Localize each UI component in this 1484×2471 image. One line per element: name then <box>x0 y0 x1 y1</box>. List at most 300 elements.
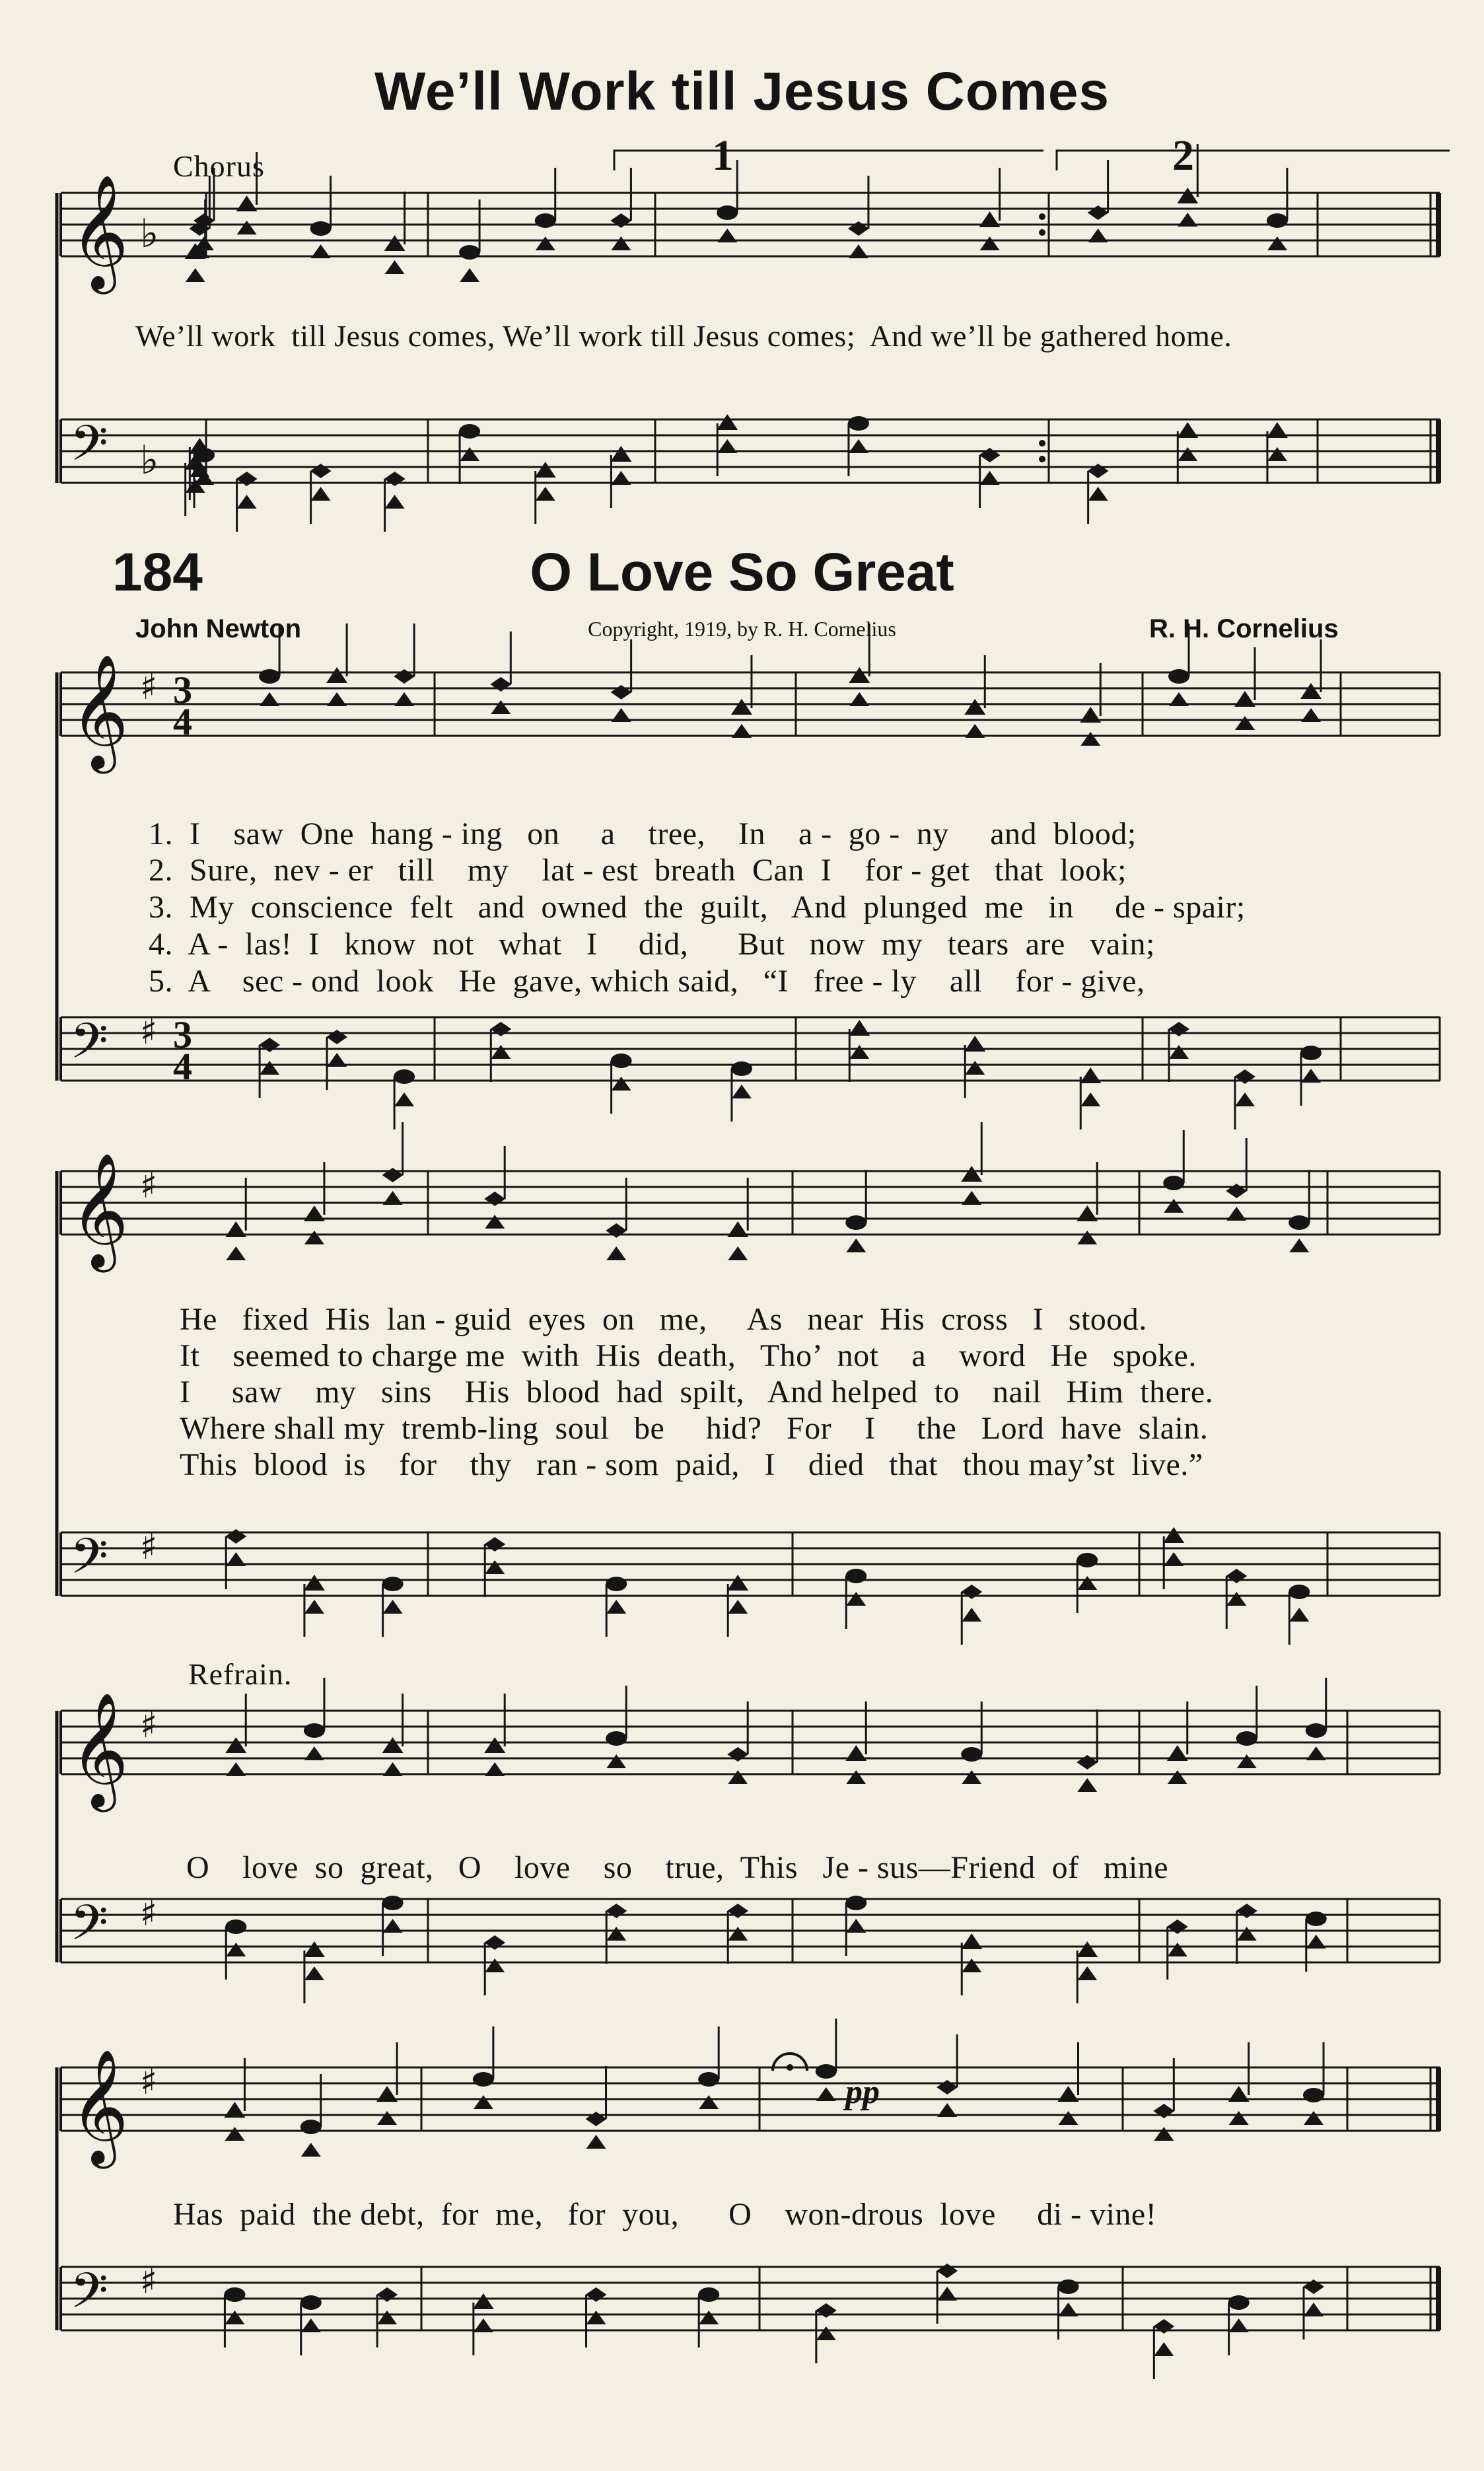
note-head <box>259 669 280 684</box>
note-head <box>225 1221 246 1237</box>
note-head <box>1077 1941 1098 1957</box>
note-head <box>937 2287 957 2301</box>
verse-2-line-2: It seemed to charge me with His death, Tho’ not a word He spoke. <box>180 1338 1197 1373</box>
note-head <box>980 236 1000 250</box>
note-head <box>490 677 511 692</box>
treble-clef-icon: 𝄞 <box>70 1692 129 1807</box>
note-head <box>1234 691 1255 707</box>
note-head <box>848 221 869 236</box>
sharp-icon: ♯ <box>140 2061 158 2102</box>
note-head <box>460 268 479 282</box>
sharp-icon: ♯ <box>140 1011 158 1052</box>
note-head <box>194 448 215 462</box>
note-head <box>382 1577 404 1591</box>
note-head <box>237 495 257 509</box>
note-head <box>260 692 279 706</box>
note-head <box>310 464 332 478</box>
note-head <box>459 245 480 260</box>
note-head <box>384 235 406 251</box>
note-head <box>846 1238 866 1252</box>
note-head <box>846 1592 866 1606</box>
note-head <box>382 1737 404 1753</box>
note-head <box>848 416 869 431</box>
note-head <box>327 1053 347 1067</box>
note-head <box>1303 2279 1324 2294</box>
author: John Newton <box>135 614 302 643</box>
note-head <box>979 448 1001 462</box>
note-head <box>1058 2086 1079 2102</box>
note-head <box>964 699 985 715</box>
bass-clef-icon: 𝄢 <box>70 2262 108 2332</box>
second-ending-number: 2 <box>1172 131 1194 180</box>
note-head <box>385 260 405 274</box>
note-head <box>846 1770 866 1784</box>
note-head <box>1267 422 1288 438</box>
note-head <box>717 439 737 453</box>
bass-clef-icon: 𝄢 <box>70 415 108 484</box>
note-head <box>1077 1755 1098 1770</box>
note-head <box>224 2102 245 2118</box>
note-head <box>225 1737 246 1753</box>
note-head <box>1178 447 1197 461</box>
note-head <box>394 1092 414 1106</box>
note-head <box>1154 2127 1174 2141</box>
note-head <box>1303 2088 1324 2102</box>
note-head <box>484 1737 505 1753</box>
refrain-line-1: O love so great, O love so true, This Je - sus—Friend of mine <box>186 1850 1169 1885</box>
note-head <box>816 2087 836 2101</box>
note-head <box>849 439 868 453</box>
verse-1-line-2: He fixed His lan - guid eyes on me, As near His cross I stood. <box>180 1302 1147 1337</box>
treble-clef-icon: 𝄞 <box>70 654 129 769</box>
note-head <box>1153 2319 1174 2334</box>
note-head <box>1077 1778 1097 1792</box>
note-head <box>535 213 556 228</box>
note-head <box>394 669 415 684</box>
note-head <box>1059 2303 1078 2316</box>
note-head <box>606 1246 626 1260</box>
note-head <box>731 1061 752 1076</box>
note-head <box>384 472 406 486</box>
note-head <box>304 1941 325 1957</box>
note-head <box>717 229 737 242</box>
note-head <box>226 1943 246 1956</box>
note-head <box>225 2310 244 2324</box>
sharp-icon: ♯ <box>140 666 158 707</box>
note-head <box>1301 708 1321 722</box>
bass-clef-icon: 𝄢 <box>70 1528 108 1597</box>
note-head <box>1226 1184 1247 1198</box>
fermata-dot <box>787 2064 793 2071</box>
note-head <box>1289 1215 1310 1230</box>
note-head <box>1235 716 1255 730</box>
note-head <box>536 236 555 250</box>
note-head <box>1163 1176 1184 1190</box>
note-head <box>1154 2342 1174 2356</box>
note-head <box>1077 1205 1098 1221</box>
final-barline-thick <box>1436 2267 1441 2330</box>
note-head <box>979 211 1001 227</box>
sharp-icon: ♯ <box>140 2260 158 2302</box>
note-head <box>611 1054 632 1068</box>
note-head <box>1168 1022 1189 1036</box>
note-head <box>965 724 985 738</box>
note-head <box>385 495 405 509</box>
time-signature-top: 3 <box>173 668 192 711</box>
note-head <box>301 2143 321 2157</box>
note-head <box>459 424 480 439</box>
sharp-icon: ♯ <box>140 1892 158 1934</box>
previous-hymn-title: We’ll Work till Jesus Comes <box>374 61 1110 122</box>
note-head <box>304 1966 324 1980</box>
note-head <box>304 1723 325 1738</box>
note-head <box>1304 2303 1324 2316</box>
note-head <box>1300 1046 1322 1060</box>
refrain-label: Refrain. <box>188 1657 293 1691</box>
note-head <box>962 1770 981 1784</box>
bass-clef-icon: 𝄢 <box>70 1894 108 1964</box>
note-head <box>1164 1552 1184 1566</box>
note-head <box>845 1745 866 1761</box>
note-head <box>1088 487 1108 501</box>
note-head <box>1058 2279 1079 2294</box>
note-head <box>1178 213 1197 227</box>
note-head <box>1168 669 1189 684</box>
note-head <box>816 2326 836 2340</box>
note-head <box>936 2080 958 2095</box>
note-head <box>1080 732 1100 746</box>
final-barline-thick <box>1436 419 1441 483</box>
note-head <box>1301 1069 1321 1083</box>
note-head <box>259 1038 280 1052</box>
note-head <box>1080 707 1101 723</box>
note-head <box>606 1904 627 1918</box>
verse-4-line-2: Where shall my tremb-ling soul be hid? For I the Lord have slain. <box>180 1411 1209 1446</box>
note-head <box>1306 1912 1327 1926</box>
note-head <box>611 685 632 699</box>
treble-clef-icon: 𝄞 <box>70 2049 129 2164</box>
note-head <box>1177 422 1198 438</box>
note-head <box>731 699 752 715</box>
note-head <box>301 2318 321 2332</box>
note-head <box>936 2264 958 2278</box>
note-head <box>1234 1069 1255 1084</box>
note-head <box>383 1919 403 1933</box>
refrain-line-2: Has paid the debt, for me, for you, O won-drous love di - vine! <box>173 2197 1157 2232</box>
note-head <box>304 1575 325 1591</box>
first-ending-bracket <box>614 151 1043 170</box>
note-head <box>845 1215 866 1230</box>
note-head <box>1088 464 1109 478</box>
note-head <box>1229 2318 1249 2332</box>
note-head <box>491 1045 511 1059</box>
note-head <box>845 1569 866 1583</box>
copyright-notice: Copyright, 1919, by R. H. Cornelius <box>588 617 896 641</box>
note-head <box>225 1529 246 1544</box>
note-head <box>606 1754 626 1768</box>
note-head <box>610 446 631 462</box>
note-head <box>586 2287 607 2302</box>
note-head <box>1088 229 1108 242</box>
note-head <box>586 2135 606 2149</box>
note-head <box>382 1896 404 1910</box>
note-head <box>1167 1919 1188 1934</box>
note-head <box>728 1600 748 1614</box>
verse-1-line-1: 1. I saw One hang - ing on a tree, In a - go - ny and blood; <box>149 816 1137 851</box>
note-head <box>224 2287 245 2302</box>
note-head <box>383 1762 403 1776</box>
note-head <box>610 213 631 228</box>
note-head <box>326 667 347 683</box>
note-head <box>376 2086 398 2102</box>
verse-3-line-1: 3. My conscience felt and owned the guilt, And plunged me in de - spair; <box>149 890 1246 925</box>
note-head <box>961 1933 982 1949</box>
second-ending-bracket <box>1057 151 1450 170</box>
note-head <box>962 1608 981 1622</box>
note-head <box>490 1022 511 1036</box>
note-head <box>226 1246 246 1260</box>
note-head <box>474 2318 493 2332</box>
note-head <box>1289 1608 1309 1622</box>
treble-clef-icon: 𝄞 <box>70 174 129 289</box>
note-head <box>1226 1569 1247 1583</box>
sharp-icon: ♯ <box>140 1526 158 1567</box>
note-head <box>961 1585 982 1599</box>
note-head <box>611 236 631 250</box>
note-head <box>849 1020 870 1036</box>
time-signature-top: 3 <box>173 1013 192 1056</box>
final-barline-thick <box>1436 193 1441 256</box>
note-head <box>728 1927 748 1941</box>
note-head <box>473 2293 494 2309</box>
note-head <box>304 1205 325 1221</box>
note-head <box>586 2112 607 2126</box>
note-head <box>586 2310 606 2324</box>
note-head <box>698 2072 719 2087</box>
note-head <box>260 1061 279 1075</box>
note-head <box>485 1215 505 1229</box>
note-head <box>535 462 556 478</box>
note-head <box>311 244 331 258</box>
note-head <box>491 700 511 714</box>
note-head <box>849 1045 869 1059</box>
verse-3-line-2: I saw my sins His blood had spilt, And helped to nail Him there. <box>180 1375 1214 1410</box>
note-head <box>1088 205 1109 220</box>
repeat-dot <box>1039 440 1045 447</box>
time-signature-bottom: 4 <box>173 700 192 743</box>
note-head <box>377 2111 397 2125</box>
note-head <box>485 1560 505 1574</box>
note-head <box>236 472 258 486</box>
note-head <box>699 2310 719 2324</box>
note-head <box>980 471 1000 485</box>
note-head <box>484 1537 505 1552</box>
note-head <box>606 1577 627 1591</box>
note-head <box>304 1600 324 1614</box>
bass-clef-icon: 𝄢 <box>70 1013 108 1082</box>
note-head <box>460 447 479 461</box>
note-head <box>226 1552 246 1566</box>
note-head <box>1167 1745 1188 1761</box>
note-head <box>1267 236 1287 250</box>
note-head <box>845 1896 866 1910</box>
note-head <box>1077 1966 1097 1980</box>
note-head <box>484 1192 505 1206</box>
note-head <box>849 667 870 683</box>
note-head <box>536 487 555 501</box>
note-head <box>1306 1746 1326 1760</box>
note-head <box>717 205 738 220</box>
chorus-lyric: We’ll work till Jesus comes, We’ll work till Jesus comes; And we’ll be gathered home. <box>135 319 1232 353</box>
note-head <box>485 1762 505 1776</box>
note-head <box>1267 447 1287 461</box>
note-head <box>327 692 347 706</box>
note-head <box>236 196 258 211</box>
note-head <box>1226 1207 1246 1221</box>
note-head <box>962 1191 981 1205</box>
note-head <box>612 1077 631 1091</box>
note-head <box>311 487 331 501</box>
note-head <box>728 1246 748 1260</box>
note-head <box>1169 1045 1189 1059</box>
pianissimo-marking: pp <box>845 2073 880 2111</box>
note-head <box>1164 1199 1184 1213</box>
note-head <box>1169 692 1189 706</box>
note-head <box>816 2064 837 2079</box>
note-head <box>225 1919 246 1934</box>
note-head <box>484 1935 505 1950</box>
note-head <box>606 1223 627 1238</box>
note-head <box>1077 1231 1097 1244</box>
note-head <box>376 2287 398 2302</box>
note-head <box>961 1747 982 1762</box>
verse-5-line-1: 5. A sec - ond look He gave, which said, “I free - ly all for - give, <box>149 964 1145 999</box>
note-head <box>962 1958 981 1972</box>
chorus-label: Chorus <box>173 149 265 183</box>
note-head <box>1235 1092 1255 1106</box>
note-head <box>1229 2111 1249 2125</box>
note-head <box>698 2287 719 2302</box>
note-head <box>727 1575 748 1591</box>
note-head <box>727 1747 748 1762</box>
note-head <box>1168 1943 1187 1956</box>
note-head <box>1168 1770 1187 1784</box>
note-head <box>237 221 257 234</box>
note-head <box>194 236 214 250</box>
repeat-dot <box>1039 229 1045 236</box>
note-head <box>699 2095 719 2109</box>
note-head <box>1267 213 1288 228</box>
note-head <box>382 1168 404 1182</box>
note-head <box>310 221 332 236</box>
hymn-number: 184 <box>112 542 203 602</box>
note-head <box>326 1030 347 1044</box>
note-head <box>474 2095 493 2109</box>
first-ending-number: 1 <box>712 131 734 180</box>
note-head <box>727 1221 748 1237</box>
note-head <box>1289 1585 1310 1599</box>
note-head <box>728 1770 748 1784</box>
note-head <box>612 708 631 722</box>
note-head <box>964 1036 985 1052</box>
note-head <box>383 1191 403 1205</box>
note-head <box>965 1061 985 1075</box>
note-head <box>300 2295 322 2310</box>
note-head <box>727 1904 748 1918</box>
note-head <box>1236 1904 1257 1918</box>
note-head <box>1226 1592 1246 1606</box>
note-head <box>225 2127 244 2141</box>
note-head <box>961 1166 982 1182</box>
note-head <box>1289 1238 1309 1252</box>
note-head <box>394 1069 415 1084</box>
note-head <box>1080 1067 1101 1083</box>
note-head <box>1228 2086 1250 2102</box>
note-head <box>1237 1927 1257 1941</box>
note-head <box>606 1731 627 1746</box>
note-head <box>611 471 631 485</box>
note-head <box>816 2303 837 2318</box>
note-head <box>304 1746 324 1760</box>
note-head <box>186 268 205 282</box>
note-head <box>383 1600 403 1614</box>
note-head <box>732 1085 752 1098</box>
note-head <box>1059 2111 1078 2125</box>
flat-icon: ♭ <box>140 211 159 257</box>
note-head <box>1306 1935 1326 1949</box>
note-head <box>732 724 752 738</box>
note-head <box>394 692 414 706</box>
sharp-icon: ♯ <box>140 1704 158 1746</box>
verse-4-line-1: 4. A - las! I know not what I did, But now my tears are vain; <box>149 927 1155 962</box>
repeat-dot <box>1039 456 1045 462</box>
note-head <box>1080 1092 1100 1106</box>
repeat-dot <box>1039 213 1045 220</box>
sharp-icon: ♯ <box>140 1164 158 1206</box>
note-head <box>1177 188 1198 203</box>
note-head <box>849 692 869 706</box>
note-head <box>849 244 868 258</box>
note-head <box>226 1762 246 1776</box>
note-head <box>1153 2104 1174 2118</box>
note-head <box>1163 1527 1184 1543</box>
note-head <box>1306 1723 1327 1738</box>
note-head <box>846 1919 866 1933</box>
note-head <box>1304 2111 1324 2125</box>
note-head <box>1077 1553 1098 1567</box>
note-head <box>473 2072 494 2087</box>
treble-clef-icon: 𝄞 <box>70 1153 129 1268</box>
note-head <box>1228 2295 1250 2310</box>
note-head <box>1077 1576 1097 1590</box>
time-signature-bottom: 4 <box>173 1045 192 1088</box>
composer: R. H. Cornelius <box>1149 614 1339 643</box>
note-head <box>377 2310 397 2324</box>
note-head <box>717 414 738 430</box>
note-head <box>1300 683 1322 699</box>
flat-icon: ♭ <box>140 437 159 483</box>
note-head <box>606 1927 626 1941</box>
hymn-title: O Love So Great <box>530 542 954 602</box>
note-head <box>1237 1754 1257 1768</box>
verse-5-line-2: This blood is for thy ran - som paid, I died that thou may’st live.” <box>180 1447 1203 1482</box>
note-head <box>304 1231 324 1244</box>
note-head <box>937 2103 957 2117</box>
note-head <box>606 1600 626 1614</box>
verse-2-line-1: 2. Sure, nev - er till my lat - est breath Can I for - get that look; <box>149 853 1127 888</box>
final-barline-thick <box>1436 2067 1441 2131</box>
note-head <box>1236 1731 1257 1746</box>
